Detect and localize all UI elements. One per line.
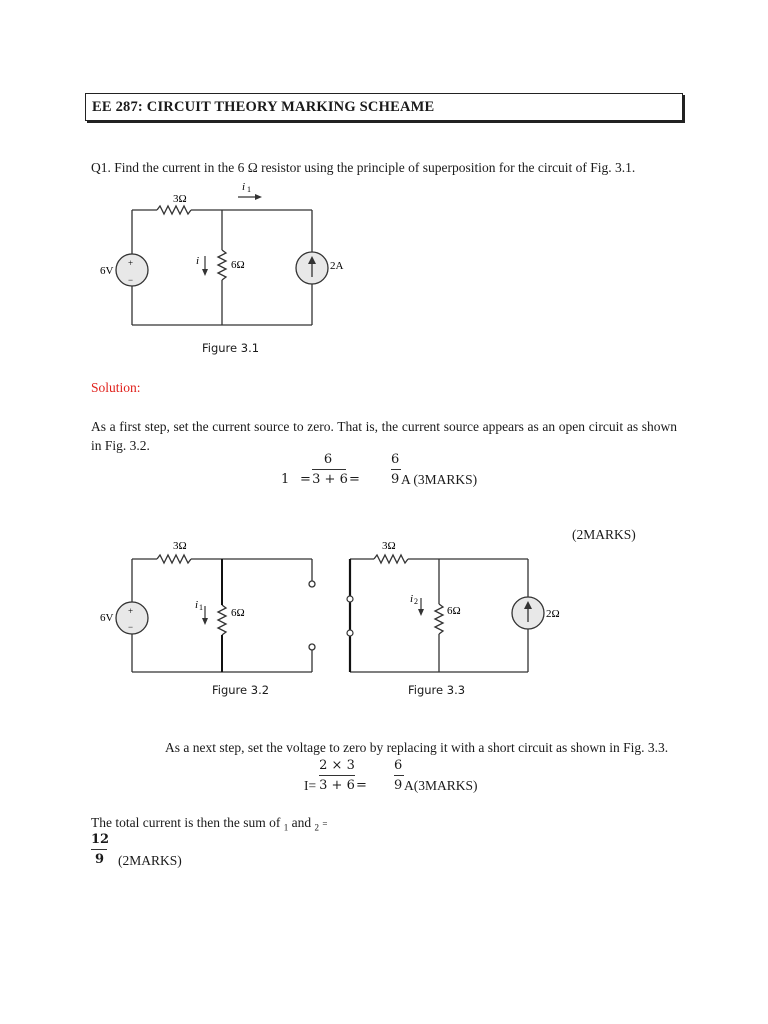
figure-3-3 [335, 530, 585, 680]
eq1-res-num: 6 [391, 452, 400, 467]
eq1-lhs: 1 [281, 472, 290, 487]
eq2-unit: A(3MARKS) [404, 778, 478, 793]
fig32-caption: Figure 3.2 [212, 683, 270, 697]
fig31-r1-label: 3Ω [173, 193, 187, 205]
fig33-r2-label: 6Ω [447, 605, 461, 617]
total-num: 12 [91, 832, 110, 847]
total-sub2: 2 [314, 822, 319, 833]
eq1-num: 6 [323, 452, 333, 467]
total-and: and [291, 815, 312, 830]
eq2-den: 3 + 6 [319, 778, 355, 793]
marks-right: (2MARKS) [572, 527, 636, 542]
total-sub1: 1 [283, 822, 289, 833]
eq1-fraction-bar [312, 469, 346, 470]
eq1-unit: A (3MARKS) [401, 472, 478, 487]
total-eq: = [322, 819, 328, 829]
eq1-res-den: 9 [391, 472, 400, 487]
question-text: Q1. Find the current in the 6 Ω resistor using the principle of superposition for the circuit of Fig. 3.1. [91, 160, 636, 175]
fig31-plus: + [128, 258, 134, 268]
fig32-r2-label: 6Ω [231, 607, 245, 619]
eq2-lhs: I= [304, 778, 317, 793]
eq2-res-den: 9 [394, 778, 403, 793]
total-fraction-bar [91, 849, 107, 850]
fig33-r1-label: 3Ω [382, 540, 396, 552]
solution-step1: As a first step, set the current source to zero. That is, the current source appears as an open circuit as shown in Fig. 3.2. [91, 419, 677, 453]
total-marks: (2MARKS) [118, 853, 182, 868]
fig31-minus: − [128, 275, 134, 285]
fig33-src-label: 2Ω [546, 608, 560, 620]
fig31-i1-sub: 1 [247, 185, 251, 194]
fig32-i-label: i [195, 599, 199, 611]
fig31-caption: Figure 3.1 [202, 341, 260, 355]
fig32-minus: − [128, 622, 134, 632]
eq2-after: = [356, 778, 367, 793]
eq2-res-bar [394, 775, 404, 776]
solution-step2: As a next step, set the voltage to zero by replacing it with a short circuit as shown in Fig. 3.3. [165, 740, 669, 755]
eq2-fraction-bar [319, 775, 355, 776]
page-title: EE 287: CIRCUIT THEORY MARKING SCHEAME [92, 99, 435, 115]
fig31-i1-label: i [242, 181, 246, 193]
solution-label: Solution: [91, 380, 141, 395]
eq1-eq: = [300, 472, 311, 487]
fig32-plus: + [128, 606, 134, 616]
fig33-i-sub: 2 [414, 597, 418, 606]
total-line [91, 815, 327, 833]
figure-3-1 [95, 176, 385, 336]
fig31-current-src-label: 2A [330, 260, 344, 272]
figure-3-2 [95, 530, 335, 680]
eq1-res-bar [391, 469, 401, 470]
fig32-source-label: 6V [100, 612, 114, 624]
fig33-caption: Figure 3.3 [408, 683, 466, 697]
total-text: The total current is then the sum of [91, 815, 281, 830]
fig32-r1-label: 3Ω [173, 540, 187, 552]
fig32-i-sub: 1 [199, 603, 203, 612]
fig31-source-label: 6V [100, 265, 114, 277]
fig31-r2-label: 6Ω [231, 259, 245, 271]
fig31-i-label: i [196, 255, 200, 267]
eq2-num: 2 × 3 [319, 758, 355, 773]
fig33-i-label: i [410, 593, 414, 605]
eq1-after: = [349, 472, 360, 487]
eq2-res-num: 6 [394, 758, 403, 773]
eq1-den: 3 + 6 [312, 472, 348, 487]
total-den: 9 [95, 852, 105, 867]
